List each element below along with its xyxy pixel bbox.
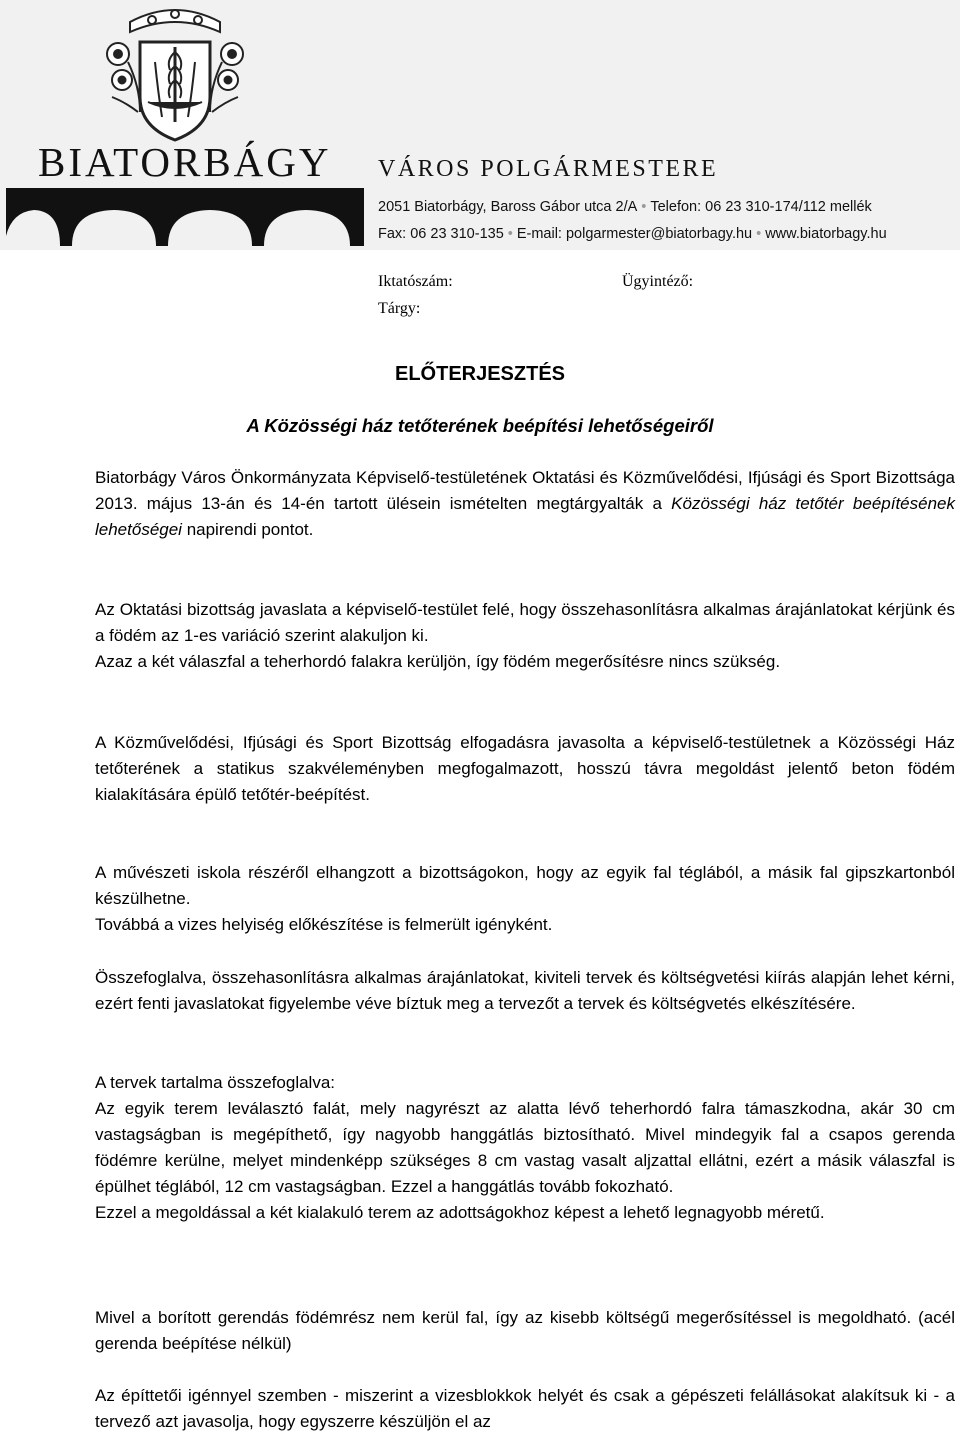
coat-of-arms-logo <box>100 2 250 144</box>
iktatoszam-label: Iktatószám: <box>378 273 453 290</box>
viaduct-logo <box>6 186 364 246</box>
fax-text: Fax: 06 23 310-135 <box>378 226 504 242</box>
paragraph-2b-text: Azaz a két válaszfal a teherhordó falakra kerüljön, így födém megerősítésre nincs szükség. <box>95 652 781 671</box>
paragraph-2 <box>95 597 955 675</box>
paragraph-3: A Közművelődési, Ifjúsági és Sport Bizottság elfogadásra javasolta a képviselő-testületnek a Közösségi Ház tetőterének a statikus szakvéleményben megfogalmazott, hosszú távra megoldást jelentő beton födém kialakítására épülő tetőtér-beépítést. <box>95 733 955 804</box>
document-title: ELŐTERJESZTÉS <box>394 363 566 385</box>
paragraph-5: Összefoglalva, összehasonlításra alkalmas árajánlatokat, kiviteli tervek és költségvetési kiírás alapján lehet kérni, ezért fenti javaslatokat figyelembe véve bíztuk meg a tervezőt a tervek és költségvetés elkészítésére. <box>95 968 955 1013</box>
paragraph-4 <box>95 860 955 938</box>
paragraph-1-text: Biatorbágy Város Önkormányzata Képviselő-testületének Oktatási és Közművelődési, Ifjúsági és Sport Bizottsága 2013. május 13-án és 14-én tartott ülésein ismételten megtárgyalták a <box>95 468 955 513</box>
paragraph-6-text: Az egyik terem leválasztó falát, mely nagyrészt az alatta lévő teherhordó falra támaszkodna, akár 30 cm vastagságban is megépíthető, így nagyobb hanggátlás biztosítható. Mivel mindegyik fal a csapos gerenda födémre kerülne, melyet mindenképp szükséges 8 cm vastag vasalt aljzattal ellátni, ezért a másik válaszfal is épülhet téglából, 12 cm vastagságban. Ezzel a hanggátlás tovább fokozható. <box>95 1099 955 1196</box>
address-text: 2051 Biatorbágy, Baross Gábor utca 2/A <box>378 199 638 215</box>
agenda-item-italic: Közösségi ház tetőtér beépítésének lehetőségei <box>95 494 955 539</box>
paragraph-4-text: A művészeti iskola részéről elhangzott a bizottságokon, hogy az egyik fal téglából, a másik fal gipszkartonból készülhetne. <box>95 863 955 908</box>
paragraph-6 <box>95 1070 955 1226</box>
paragraph-6-heading: A tervek tartalma összefoglalva: <box>95 1073 336 1092</box>
paragraph-6b-text: Ezzel a megoldással a két kialakuló terem az adottságokhoz képest a lehető legnagyobb méretű. <box>95 1203 825 1222</box>
website-link[interactable]: www.biatorbagy.hu <box>765 226 887 242</box>
email-link[interactable]: E-mail: polgarmester@biatorbagy.hu <box>516 226 753 242</box>
logo-wordmark: BIATORBÁGY <box>38 139 332 185</box>
paragraph-2-text: Az Oktatási bizottság javaslata a képviselő-testület felé, hogy összehasonlításra alkalmas árajánlatokat kérjünk és a födém az 1-es variáció szerint alakuljon ki. <box>95 600 955 645</box>
document-subtitle: A Közösségi ház tetőterének beépítési lehetőségeiről <box>246 415 714 436</box>
paragraph-1 <box>95 465 955 543</box>
paragraph-7: Mivel a borított gerendás födémrész nem kerül fal, így az kisebb költségű megerősítéssel is megoldható. (acél gerenda beépítése nélkül) <box>95 1308 955 1353</box>
paragraph-4b-text: Továbbá a vizes helyiség előkészítése is felmerült igényként. <box>95 915 553 934</box>
phone-text: Telefon: 06 23 310-174/112 mellék <box>650 199 872 215</box>
separator-dot: • <box>507 226 513 242</box>
contact-line-1 <box>378 199 872 215</box>
separator-dot: • <box>641 199 647 215</box>
contact-line-2 <box>378 226 887 242</box>
office-title: VÁROS POLGÁRMESTERE <box>378 156 719 182</box>
paragraph-1-end: napirendi pontot. <box>181 520 314 539</box>
ugyintezo-label: Ügyintéző: <box>622 273 694 290</box>
separator-dot: • <box>756 226 762 242</box>
targy-label: Tárgy: <box>378 300 421 317</box>
paragraph-8: Az építtetői igénnyel szemben - miszerint a vizesblokkok helyét és csak a gépészeti felállásokat alakítsuk ki - a tervező azt javasolja, hogy egyszerre készüljön el az <box>95 1386 955 1431</box>
